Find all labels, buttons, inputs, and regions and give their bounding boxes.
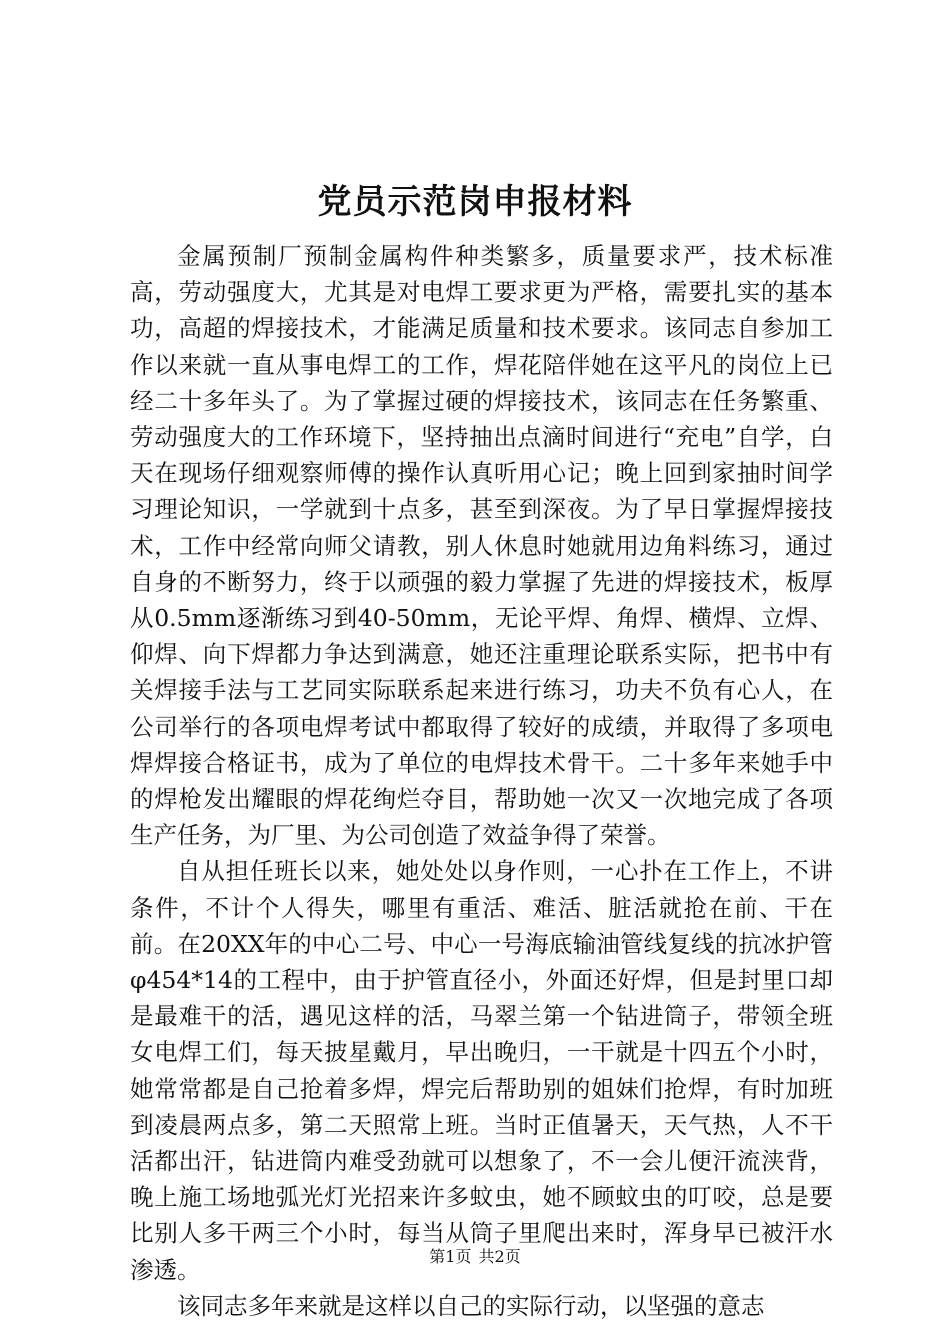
paragraph: 自从担任班长以来，她处处以身作则，一心扑在工作上，不讲条件，不计个人得失，哪里有重活、难活、脏活就抢在前、干在前。在20XX年的中心二号、中心一号海底输油管线复线的抗冰护管φ454*14的工程中，由于护管直径小，外面还好焊，但是封里口却是最难干的活，遇见这样的活，马翠兰第一个钻进筒子，带领全班女电焊工们，每天披星戴月，早出晚归，一干就是十四五个小时，她常常都是自己抢着多焊，焊完后帮助别的姐妹们抢焊，有时加班到凌晨两点多，第二天照常上班。当时正值暑天，天气热，人不干活都出汗，钻进筒内难受劲就可以想象了，不一会儿便汗流浃背，晚上施工场地弧光灯光招来许多蚊虫，她不顾蚊虫的叮咬，总是要比别人多干两三个小时，每当从筒子里爬出来时，浑身早已被汗水渗透。 (130, 857, 833, 1284)
paragraph: 该同志多年来就是这样以自己的实际行动，以坚强的意志 (177, 1291, 765, 1320)
paragraph: 金属预制厂预制金属构件种类繁多，质量要求严，技术标准高，劳动强度大，尤其是对电焊工要求更为严格，需要扎实的基本功，高超的焊接技术，才能满足质量和技术要求。该同志自参加工作以来就一直从事电焊工的工作，焊花陪伴她在这平凡的岗位上已经二十多年头了。为了掌握过硬的焊接技术，该同志在任务繁重、劳动强度大的工作环境下，坚持抽出点滴时间进行“充电”自学，白天在现场仔细观察师傅的操作认真听用心记；晚上回到家抽时间学习理论知识，一学就到十点多，甚至到深夜。为了早日掌握焊接技术，工作中经常向师父请教，别人休息时她就用边角料练习，通过自身的不断努力，终于以顽强的毅力掌握了先进的焊接技术，板厚从0.5mm逐渐练习到40-50mm，无论平焊、角焊、横焊、立焊、仰焊、向下焊都力争达到满意，她还注重理论联系实际，把书中有关焊接手法与工艺同实际联系起来进行练习，功夫不负有心人，在公司举行的各项电焊考试中都取得了较好的成绩，并取得了多项电焊焊接合格证书，成为了单位的电焊技术骨干。二十多年来她手中的焊枪发出耀眼的焊花绚烂夺目，帮助她一次又一次地完成了各项生产任务，为厂里、为公司创造了效益争得了荣誉。 (130, 242, 833, 850)
document-body (130, 238, 833, 1324)
document-title: 党员示范岗申报材料 (317, 182, 633, 222)
page-footer: 第1页 共2页 (429, 1247, 521, 1266)
